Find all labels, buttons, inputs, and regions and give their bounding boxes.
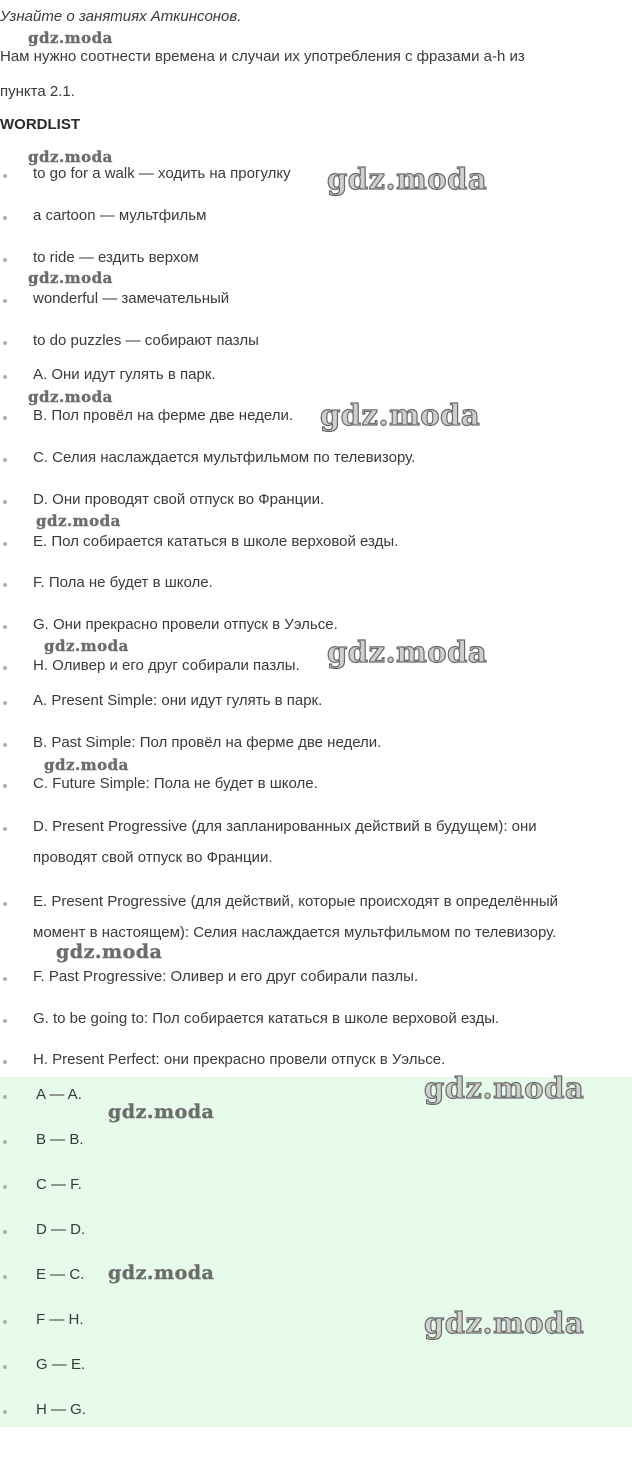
wordlist-item-text: wonderful — замечательный <box>33 290 230 307</box>
watermark: gdz.moda <box>44 756 129 774</box>
wordlist-heading: WORDLIST <box>0 116 80 133</box>
watermark: gdz.moda <box>108 1101 215 1123</box>
watermark: gdz.moda <box>327 635 488 669</box>
wordlist-item <box>16 249 199 266</box>
answer-item <box>16 1221 85 1238</box>
translation-item <box>16 491 324 508</box>
watermark: gdz.moda <box>44 637 129 655</box>
answer-item <box>16 1086 82 1103</box>
answer-item-text: E — C. <box>36 1266 85 1283</box>
answer-item-text: H — G. <box>36 1401 87 1418</box>
watermark: gdz.moda <box>327 162 488 196</box>
tense-item-text: E. Present Progressive (для действий, которые происходят в определённый <box>33 893 558 910</box>
watermark: gdz.moda <box>424 1306 585 1340</box>
translation-item-text: C. Селия наслаждается мультфильмом по телевизору. <box>33 449 416 466</box>
watermark: gdz.moda <box>320 398 481 432</box>
translation-item <box>16 574 213 591</box>
watermark: gdz.moda <box>108 1262 215 1284</box>
answer-panel <box>0 1077 632 1427</box>
translation-item-text: G. Они прекрасно провели отпуск в Уэльсе. <box>33 616 338 633</box>
wordlist-item-text: a cartoon — мультфильм <box>33 207 207 224</box>
watermark: gdz.moda <box>28 29 113 47</box>
translation-item-text: H. Оливер и его друг собирали пазлы. <box>33 657 300 674</box>
tense-item-text: C. Future Simple: Пола не будет в школе. <box>33 775 318 792</box>
answer-item-text: B — B. <box>36 1131 84 1148</box>
wordlist-item-text: to do puzzles — собирают пазлы <box>33 332 259 349</box>
tense-item <box>16 818 537 866</box>
tense-item <box>16 1010 499 1027</box>
translation-item <box>16 407 293 424</box>
wordlist-item-text: to go for a walk — ходить на прогулку <box>33 165 291 182</box>
tense-item <box>16 775 318 792</box>
translation-item <box>16 616 338 633</box>
tense-item <box>16 734 381 751</box>
answer-item-text: D — D. <box>36 1221 86 1238</box>
translation-item-text: D. Они проводят свой отпуск во Франции. <box>33 491 325 508</box>
answer-item <box>16 1401 86 1418</box>
tense-item <box>16 968 418 985</box>
wordlist-item <box>16 165 291 182</box>
intro-title: Узнайте о занятиях Аткинсонов. <box>0 8 242 25</box>
watermark: gdz.moda <box>28 388 113 406</box>
tense-item-text: D. Present Progressive (для запланированных действий в будущем): они <box>33 818 537 835</box>
translation-item <box>16 449 415 466</box>
translation-item-text: E. Пол собирается кататься в школе верховой езды. <box>33 533 399 550</box>
translation-item-text: A. Они идут гулять в парк. <box>33 366 216 383</box>
watermark: gdz.moda <box>28 148 113 166</box>
task-description-line-2: пункта 2.1. <box>0 83 75 100</box>
tense-item <box>16 692 322 709</box>
tense-item-text: A. Present Simple: они идут гулять в парк. <box>33 692 323 709</box>
watermark: gdz.moda <box>424 1071 585 1105</box>
answer-item <box>16 1131 84 1148</box>
tense-item-text-continued: проводят свой отпуск во Франции. <box>33 849 273 866</box>
answer-item-text: F — H. <box>36 1311 84 1328</box>
tense-item-text: G. to be going to: Пол собирается кататься в школе верховой езды. <box>33 1010 500 1027</box>
answer-item <box>16 1356 85 1373</box>
wordlist-item <box>16 207 206 224</box>
wordlist-item <box>16 332 259 349</box>
watermark: gdz.moda <box>36 512 121 530</box>
tense-item <box>16 893 558 941</box>
tense-item <box>16 1051 445 1068</box>
translation-item <box>16 657 300 674</box>
answer-item <box>16 1311 84 1328</box>
answer-item <box>16 1176 82 1193</box>
tense-item-text: H. Present Perfect: они прекрасно провели отпуск в Уэльсе. <box>33 1051 446 1068</box>
watermark: gdz.moda <box>56 941 163 963</box>
answer-item-text: A — A. <box>36 1086 82 1103</box>
task-description-line-1: Нам нужно соотнести времена и случаи их употребления с фразами a-h из <box>0 48 525 65</box>
translation-item-text: F. Пола не будет в школе. <box>33 574 213 591</box>
wordlist-item <box>16 290 229 307</box>
tense-item-text: F. Past Progressive: Оливер и его друг собирали пазлы. <box>33 968 419 985</box>
tense-item-text: B. Past Simple: Пол провёл на ферме две недели. <box>33 734 382 751</box>
tense-item-text-continued: момент в настоящем): Селия наслаждается мультфильмом по телевизору. <box>33 924 557 941</box>
translation-item <box>16 533 398 550</box>
wordlist-item-text: to ride — ездить верхом <box>33 249 199 266</box>
answer-item-text: C — F. <box>36 1176 82 1193</box>
watermark: gdz.moda <box>28 269 113 287</box>
translation-item-text: B. Пол провёл на ферме две недели. <box>33 407 293 424</box>
translation-item <box>16 366 216 383</box>
answer-item-text: G — E. <box>36 1356 86 1373</box>
answer-item <box>16 1266 84 1283</box>
